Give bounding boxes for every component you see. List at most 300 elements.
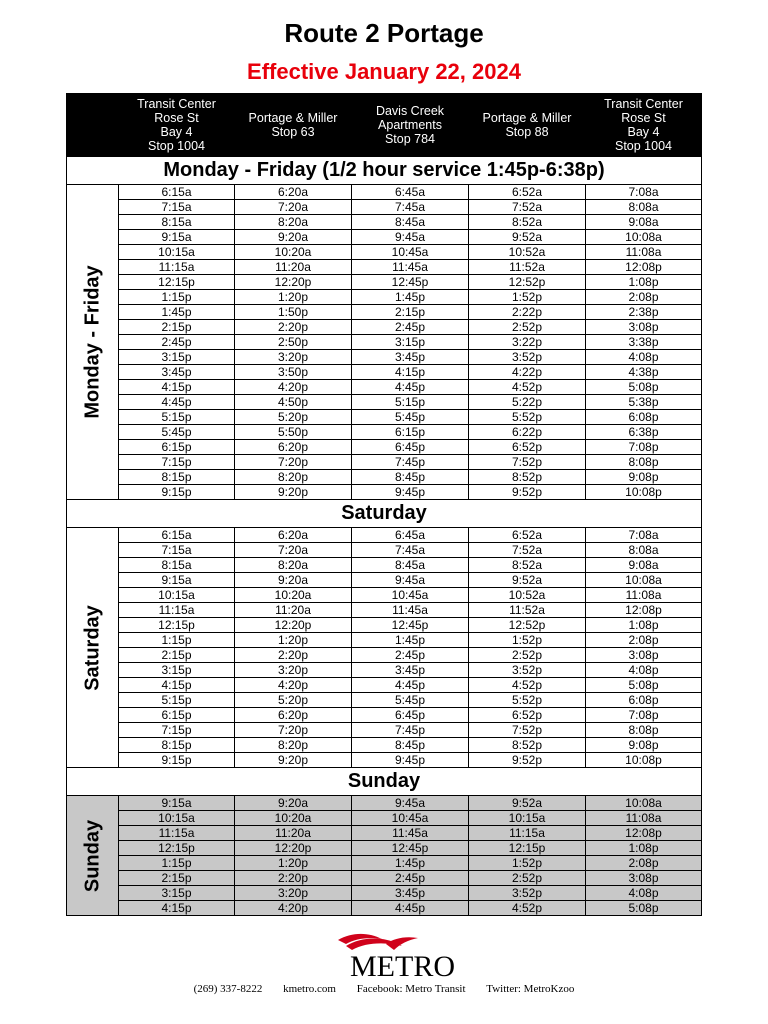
time-cell: 9:15p	[119, 753, 235, 768]
time-cell: 7:20p	[235, 723, 352, 738]
table-row	[67, 275, 702, 290]
table-row	[67, 365, 702, 380]
column-header: Portage & Miller Stop 88	[469, 94, 586, 157]
time-cell: 12:52p	[469, 275, 586, 290]
time-cell: 3:45p	[352, 886, 469, 901]
time-cell: 9:20a	[235, 573, 352, 588]
time-cell: 9:20a	[235, 230, 352, 245]
table-row	[67, 633, 702, 648]
time-cell: 5:52p	[469, 693, 586, 708]
time-cell: 1:52p	[469, 856, 586, 871]
time-cell: 6:22p	[469, 425, 586, 440]
time-cell: 9:20p	[235, 485, 352, 500]
section-heading: Sunday	[67, 768, 702, 796]
time-cell: 10:20a	[235, 588, 352, 603]
time-cell: 10:08p	[586, 753, 702, 768]
time-cell: 5:20p	[235, 693, 352, 708]
table-row	[67, 470, 702, 485]
column-header: Portage & Miller Stop 63	[235, 94, 352, 157]
section-heading: Saturday	[67, 500, 702, 528]
day-side-label-cell	[67, 528, 119, 768]
table-row	[67, 796, 702, 811]
time-cell: 2:50p	[235, 335, 352, 350]
time-cell: 7:45a	[352, 543, 469, 558]
time-cell: 8:20p	[235, 738, 352, 753]
time-cell: 6:38p	[586, 425, 702, 440]
time-cell: 10:45a	[352, 588, 469, 603]
time-cell: 5:45p	[119, 425, 235, 440]
time-cell: 1:08p	[586, 841, 702, 856]
table-row	[67, 663, 702, 678]
time-cell: 8:15p	[119, 738, 235, 753]
time-cell: 9:08a	[586, 215, 702, 230]
time-cell: 7:45p	[352, 455, 469, 470]
time-cell: 2:08p	[586, 633, 702, 648]
time-cell: 2:45p	[352, 871, 469, 886]
time-cell: 4:08p	[586, 350, 702, 365]
time-cell: 9:08a	[586, 558, 702, 573]
time-cell: 12:45p	[352, 618, 469, 633]
time-cell: 8:52p	[469, 470, 586, 485]
time-cell: 5:22p	[469, 395, 586, 410]
time-cell: 5:45p	[352, 410, 469, 425]
time-cell: 4:20p	[235, 678, 352, 693]
time-cell: 1:15p	[119, 856, 235, 871]
time-cell: 7:45a	[352, 200, 469, 215]
time-cell: 4:38p	[586, 365, 702, 380]
time-cell: 6:45p	[352, 708, 469, 723]
logo-wordmark: METRO	[350, 950, 455, 980]
time-cell: 4:15p	[119, 678, 235, 693]
time-cell: 10:20a	[235, 811, 352, 826]
time-cell: 7:08p	[586, 708, 702, 723]
time-cell: 4:08p	[586, 886, 702, 901]
time-cell: 3:45p	[352, 350, 469, 365]
time-cell: 7:20p	[235, 455, 352, 470]
time-cell: 5:08p	[586, 380, 702, 395]
time-cell: 7:08a	[586, 185, 702, 200]
day-side-label-cell	[67, 796, 119, 916]
table-row	[67, 410, 702, 425]
time-cell: 5:15p	[119, 410, 235, 425]
time-cell: 10:45a	[352, 245, 469, 260]
time-cell: 2:08p	[586, 290, 702, 305]
time-cell: 12:08p	[586, 260, 702, 275]
table-row	[67, 440, 702, 455]
time-cell: 12:52p	[469, 618, 586, 633]
table-row	[67, 230, 702, 245]
table-row	[67, 335, 702, 350]
time-cell: 10:08a	[586, 230, 702, 245]
time-cell: 4:15p	[352, 365, 469, 380]
time-cell: 12:20p	[235, 841, 352, 856]
footer-facebook[interactable]: Facebook: Metro Transit	[356, 983, 466, 995]
time-cell: 2:20p	[235, 871, 352, 886]
time-cell: 10:08a	[586, 573, 702, 588]
time-cell: 10:15a	[119, 245, 235, 260]
time-cell: 11:45a	[352, 826, 469, 841]
time-cell: 7:52a	[469, 543, 586, 558]
footer-contact	[0, 983, 768, 995]
time-cell: 3:15p	[352, 335, 469, 350]
time-cell: 8:52p	[469, 738, 586, 753]
time-cell: 3:08p	[586, 648, 702, 663]
time-cell: 6:45a	[352, 185, 469, 200]
time-cell: 9:08p	[586, 470, 702, 485]
time-cell: 4:45p	[352, 678, 469, 693]
table-row	[67, 693, 702, 708]
time-cell: 11:08a	[586, 245, 702, 260]
time-cell: 8:45a	[352, 215, 469, 230]
time-cell: 12:45p	[352, 275, 469, 290]
time-cell: 11:45a	[352, 260, 469, 275]
time-cell: 2:38p	[586, 305, 702, 320]
time-cell: 6:08p	[586, 693, 702, 708]
time-cell: 8:15a	[119, 215, 235, 230]
day-side-label: Saturday	[81, 604, 103, 691]
time-cell: 3:15p	[119, 350, 235, 365]
time-cell: 6:20p	[235, 708, 352, 723]
time-cell: 12:15p	[119, 275, 235, 290]
time-cell: 2:15p	[119, 320, 235, 335]
time-cell: 10:20a	[235, 245, 352, 260]
time-cell: 6:15p	[352, 425, 469, 440]
table-row	[67, 260, 702, 275]
table-row	[67, 678, 702, 693]
time-cell: 4:20p	[235, 901, 352, 916]
time-cell: 2:52p	[469, 871, 586, 886]
table-row	[67, 811, 702, 826]
time-cell: 11:52a	[469, 260, 586, 275]
time-cell: 4:15p	[119, 901, 235, 916]
time-cell: 6:15a	[119, 185, 235, 200]
time-cell: 2:08p	[586, 856, 702, 871]
time-cell: 8:08a	[586, 200, 702, 215]
time-cell: 8:20p	[235, 470, 352, 485]
time-cell: 6:08p	[586, 410, 702, 425]
time-cell: 1:08p	[586, 618, 702, 633]
time-cell: 7:15p	[119, 723, 235, 738]
time-cell: 3:15p	[119, 663, 235, 678]
time-cell: 1:20p	[235, 856, 352, 871]
time-cell: 2:45p	[352, 320, 469, 335]
time-cell: 7:52p	[469, 723, 586, 738]
time-cell: 4:45p	[119, 395, 235, 410]
day-side-label-cell	[67, 185, 119, 500]
time-cell: 7:45p	[352, 723, 469, 738]
time-cell: 9:15p	[119, 485, 235, 500]
table-row	[67, 753, 702, 768]
time-cell: 7:15p	[119, 455, 235, 470]
table-row	[67, 455, 702, 470]
time-cell: 8:45p	[352, 470, 469, 485]
time-cell: 5:52p	[469, 410, 586, 425]
time-cell: 6:20p	[235, 440, 352, 455]
table-row	[67, 395, 702, 410]
time-cell: 12:45p	[352, 841, 469, 856]
time-cell: 11:15a	[119, 260, 235, 275]
table-row	[67, 245, 702, 260]
time-cell: 6:45a	[352, 528, 469, 543]
table-row	[67, 305, 702, 320]
table-row	[67, 290, 702, 305]
time-cell: 10:15a	[119, 588, 235, 603]
time-cell: 5:15p	[119, 693, 235, 708]
time-cell: 11:20a	[235, 826, 352, 841]
time-cell: 2:20p	[235, 648, 352, 663]
time-cell: 6:45p	[352, 440, 469, 455]
time-cell: 12:15p	[119, 841, 235, 856]
time-cell: 4:45p	[352, 901, 469, 916]
logo-swoosh-right	[386, 937, 418, 950]
table-row	[67, 380, 702, 395]
table-row	[67, 618, 702, 633]
time-cell: 2:45p	[119, 335, 235, 350]
time-cell: 8:20a	[235, 215, 352, 230]
footer-website[interactable]: kmetro.com	[283, 983, 336, 995]
time-cell: 2:22p	[469, 305, 586, 320]
time-cell: 5:15p	[352, 395, 469, 410]
time-cell: 1:45p	[352, 633, 469, 648]
table-row	[67, 528, 702, 543]
time-cell: 12:15p	[469, 841, 586, 856]
time-cell: 3:38p	[586, 335, 702, 350]
time-cell: 9:20a	[235, 796, 352, 811]
time-cell: 1:45p	[352, 290, 469, 305]
time-cell: 5:08p	[586, 901, 702, 916]
time-cell: 12:20p	[235, 275, 352, 290]
time-cell: 10:15a	[119, 811, 235, 826]
time-cell: 12:20p	[235, 618, 352, 633]
time-cell: 1:20p	[235, 290, 352, 305]
table-row	[67, 648, 702, 663]
time-cell: 8:08a	[586, 543, 702, 558]
time-cell: 3:08p	[586, 320, 702, 335]
time-cell: 8:52a	[469, 215, 586, 230]
time-cell: 5:45p	[352, 693, 469, 708]
table-row	[67, 185, 702, 200]
time-cell: 9:52p	[469, 485, 586, 500]
time-cell: 12:15p	[119, 618, 235, 633]
time-cell: 5:50p	[235, 425, 352, 440]
effective-date: Effective January 22, 2024	[247, 59, 521, 84]
time-cell: 3:52p	[469, 663, 586, 678]
table-row	[67, 738, 702, 753]
day-side-label: Sunday	[81, 819, 103, 892]
time-cell: 4:08p	[586, 663, 702, 678]
table-row	[67, 871, 702, 886]
table-row	[67, 826, 702, 841]
time-cell: 9:15a	[119, 573, 235, 588]
footer-phone: (269) 337-8222	[193, 983, 263, 995]
table-row	[67, 588, 702, 603]
time-cell: 1:45p	[352, 856, 469, 871]
time-cell: 8:15a	[119, 558, 235, 573]
footer-twitter[interactable]: Twitter: MetroKzoo	[486, 983, 575, 995]
time-cell: 10:08a	[586, 796, 702, 811]
time-cell: 3:52p	[469, 886, 586, 901]
time-cell: 7:52a	[469, 200, 586, 215]
time-cell: 7:20a	[235, 200, 352, 215]
time-cell: 4:52p	[469, 901, 586, 916]
time-cell: 3:52p	[469, 350, 586, 365]
time-cell: 9:45p	[352, 753, 469, 768]
time-cell: 8:45a	[352, 558, 469, 573]
time-cell: 1:15p	[119, 290, 235, 305]
time-cell: 9:45p	[352, 485, 469, 500]
time-cell: 11:45a	[352, 603, 469, 618]
time-cell: 3:08p	[586, 871, 702, 886]
time-cell: 2:52p	[469, 320, 586, 335]
column-header-row	[67, 94, 702, 157]
page-title: Route 2 Portage	[284, 18, 484, 48]
time-cell: 11:08a	[586, 811, 702, 826]
time-cell: 9:45a	[352, 573, 469, 588]
time-cell: 1:50p	[235, 305, 352, 320]
time-cell: 8:08p	[586, 455, 702, 470]
time-cell: 6:15p	[119, 440, 235, 455]
time-cell: 11:08a	[586, 588, 702, 603]
section-heading-row	[67, 768, 702, 796]
day-side-label: Monday - Friday	[81, 265, 103, 419]
time-cell: 3:15p	[119, 886, 235, 901]
time-cell: 7:08p	[586, 440, 702, 455]
section-heading-row	[67, 157, 702, 185]
time-cell: 2:15p	[119, 871, 235, 886]
time-cell: 9:52a	[469, 573, 586, 588]
time-cell: 9:15a	[119, 230, 235, 245]
time-cell: 4:45p	[352, 380, 469, 395]
time-cell: 8:45p	[352, 738, 469, 753]
time-cell: 12:08p	[586, 603, 702, 618]
schedule-table	[66, 93, 702, 916]
time-cell: 9:52a	[469, 796, 586, 811]
table-row	[67, 901, 702, 916]
time-cell: 7:15a	[119, 543, 235, 558]
time-cell: 7:20a	[235, 543, 352, 558]
time-cell: 4:20p	[235, 380, 352, 395]
time-cell: 6:15p	[119, 708, 235, 723]
time-cell: 6:52p	[469, 708, 586, 723]
time-cell: 1:08p	[586, 275, 702, 290]
table-row	[67, 543, 702, 558]
time-cell: 10:52a	[469, 245, 586, 260]
table-row	[67, 573, 702, 588]
time-cell: 5:38p	[586, 395, 702, 410]
time-cell: 3:22p	[469, 335, 586, 350]
time-cell: 5:20p	[235, 410, 352, 425]
metro-logo	[290, 930, 490, 980]
header-corner	[67, 94, 119, 157]
time-cell: 11:20a	[235, 603, 352, 618]
time-cell: 9:52a	[469, 230, 586, 245]
table-row	[67, 485, 702, 500]
time-cell: 4:22p	[469, 365, 586, 380]
time-cell: 6:52p	[469, 440, 586, 455]
time-cell: 7:08a	[586, 528, 702, 543]
table-row	[67, 708, 702, 723]
time-cell: 2:15p	[119, 648, 235, 663]
time-cell: 9:45a	[352, 230, 469, 245]
time-cell: 8:20a	[235, 558, 352, 573]
table-row	[67, 723, 702, 738]
time-cell: 10:08p	[586, 485, 702, 500]
time-cell: 4:52p	[469, 380, 586, 395]
time-cell: 9:52p	[469, 753, 586, 768]
time-cell: 1:52p	[469, 290, 586, 305]
time-cell: 11:52a	[469, 603, 586, 618]
time-cell: 6:20a	[235, 185, 352, 200]
time-cell: 3:45p	[352, 663, 469, 678]
time-cell: 4:50p	[235, 395, 352, 410]
table-row	[67, 425, 702, 440]
time-cell: 2:45p	[352, 648, 469, 663]
table-row	[67, 320, 702, 335]
time-cell: 11:15a	[469, 826, 586, 841]
table-row	[67, 603, 702, 618]
column-header: Transit Center Rose St Bay 4 Stop 1004	[586, 94, 702, 157]
table-row	[67, 856, 702, 871]
section-heading-row	[67, 500, 702, 528]
table-row	[67, 841, 702, 856]
time-cell: 8:52a	[469, 558, 586, 573]
time-cell: 11:20a	[235, 260, 352, 275]
time-cell: 4:15p	[119, 380, 235, 395]
time-cell: 3:50p	[235, 365, 352, 380]
time-cell: 9:08p	[586, 738, 702, 753]
time-cell: 7:52p	[469, 455, 586, 470]
time-cell: 3:45p	[119, 365, 235, 380]
time-cell: 12:08p	[586, 826, 702, 841]
time-cell: 6:20a	[235, 528, 352, 543]
time-cell: 9:20p	[235, 753, 352, 768]
time-cell: 1:20p	[235, 633, 352, 648]
time-cell: 8:15p	[119, 470, 235, 485]
table-row	[67, 215, 702, 230]
table-row	[67, 350, 702, 365]
time-cell: 5:08p	[586, 678, 702, 693]
time-cell: 10:52a	[469, 588, 586, 603]
time-cell: 1:45p	[119, 305, 235, 320]
table-row	[67, 558, 702, 573]
time-cell: 6:52a	[469, 528, 586, 543]
time-cell: 3:20p	[235, 886, 352, 901]
time-cell: 9:15a	[119, 796, 235, 811]
time-cell: 9:45a	[352, 796, 469, 811]
time-cell: 2:15p	[352, 305, 469, 320]
time-cell: 10:45a	[352, 811, 469, 826]
column-header: Transit Center Rose St Bay 4 Stop 1004	[119, 94, 235, 157]
section-heading: Monday - Friday (1/2 hour service 1:45p-6:38p)	[67, 157, 702, 185]
time-cell: 1:52p	[469, 633, 586, 648]
time-cell: 6:15a	[119, 528, 235, 543]
time-cell: 2:20p	[235, 320, 352, 335]
table-row	[67, 200, 702, 215]
time-cell: 2:52p	[469, 648, 586, 663]
time-cell: 11:15a	[119, 603, 235, 618]
column-header: Davis Creek Apartments Stop 784	[352, 94, 469, 157]
time-cell: 8:08p	[586, 723, 702, 738]
time-cell: 10:15a	[469, 811, 586, 826]
time-cell: 3:20p	[235, 663, 352, 678]
time-cell: 7:15a	[119, 200, 235, 215]
table-row	[67, 886, 702, 901]
time-cell: 11:15a	[119, 826, 235, 841]
time-cell: 1:15p	[119, 633, 235, 648]
time-cell: 6:52a	[469, 185, 586, 200]
time-cell: 3:20p	[235, 350, 352, 365]
time-cell: 4:52p	[469, 678, 586, 693]
